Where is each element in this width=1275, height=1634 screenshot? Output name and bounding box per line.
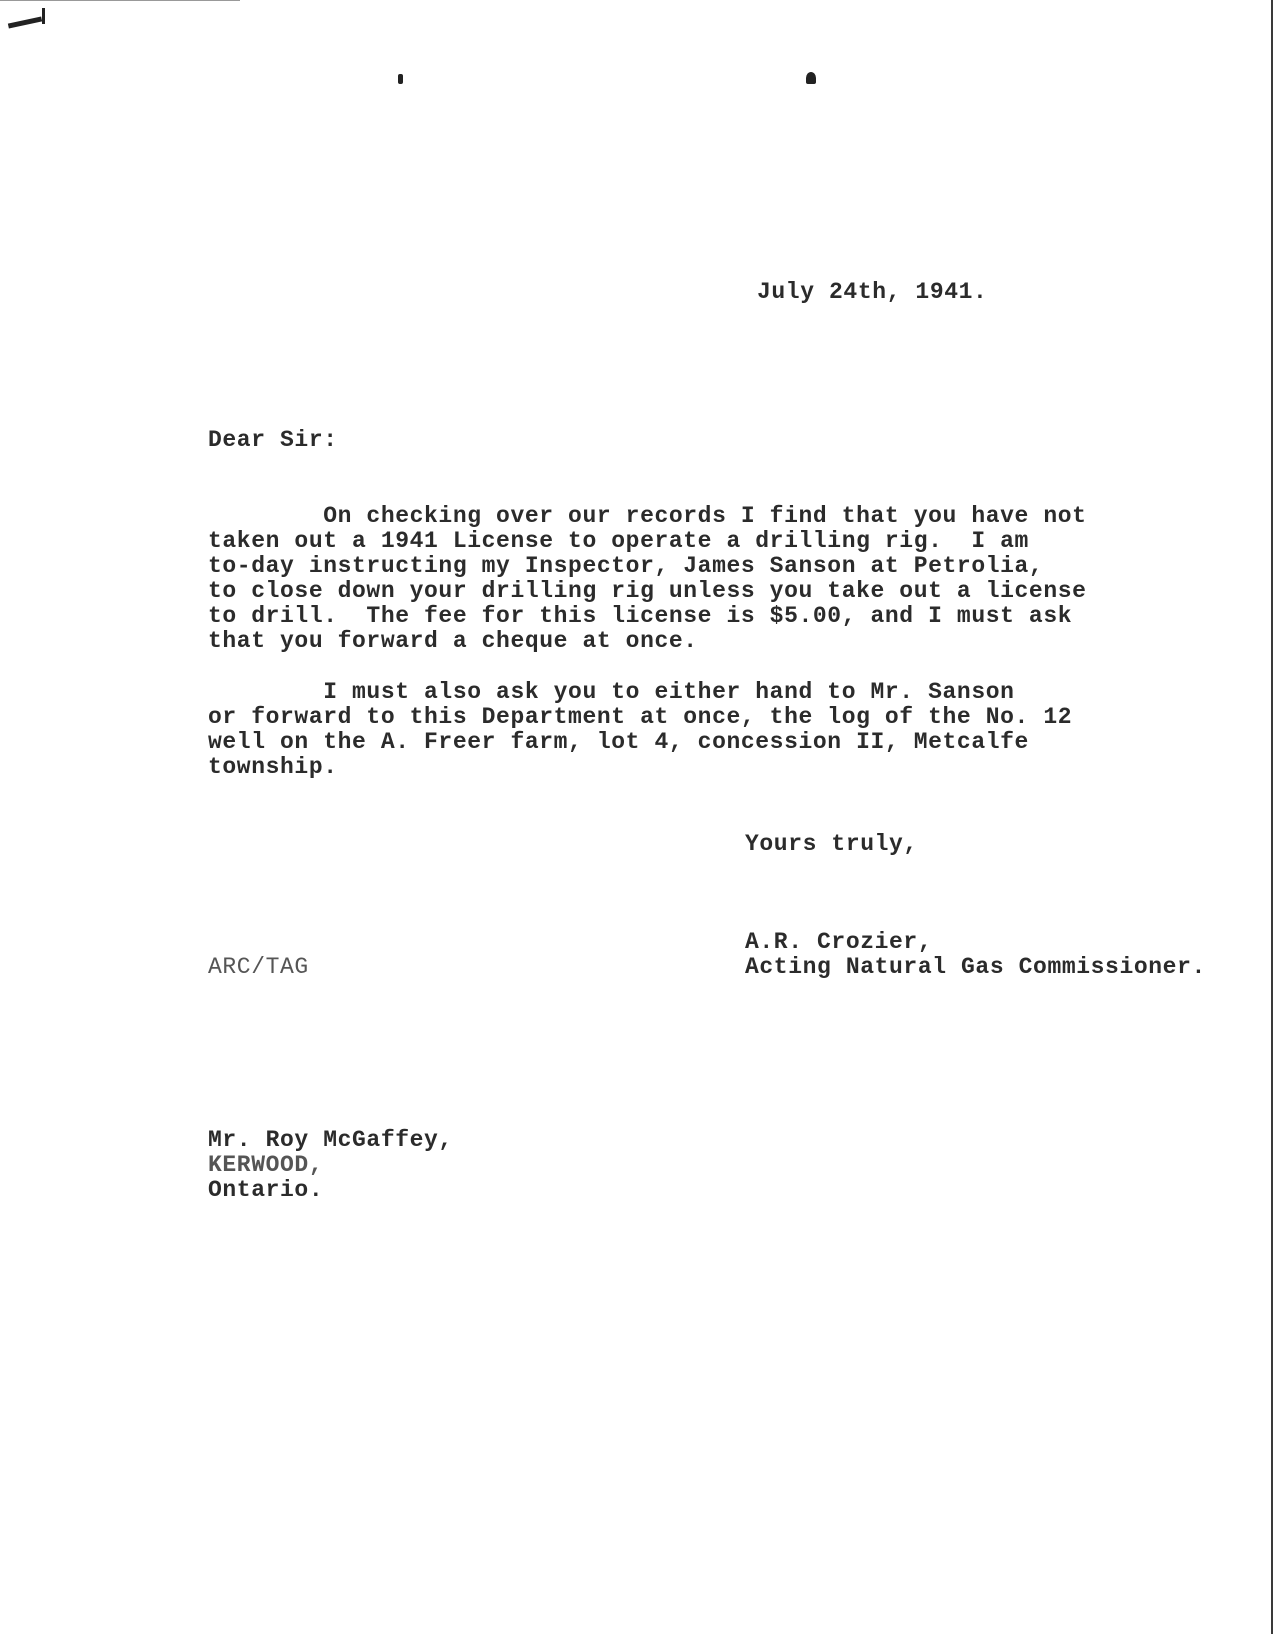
body-line: I must also ask you to either hand to Mr. Sanson bbox=[208, 679, 1015, 705]
scan-mark-corner bbox=[8, 17, 42, 29]
body-line: township. bbox=[208, 754, 338, 780]
body-line: well on the A. Freer farm, lot 4, concession II, Metcalfe bbox=[208, 729, 1029, 755]
scan-mark-hole-right bbox=[806, 72, 816, 84]
letter-date: July 24th, 1941. bbox=[757, 279, 988, 305]
scan-mark-hole-left bbox=[398, 74, 403, 84]
scan-mark-corner-tick bbox=[42, 8, 45, 24]
closing: Yours truly, bbox=[745, 831, 918, 857]
scan-edge-right bbox=[1271, 0, 1273, 1634]
signer-title: Acting Natural Gas Commissioner. bbox=[745, 954, 1206, 980]
body-line: that you forward a cheque at once. bbox=[208, 628, 698, 654]
body-line: to-day instructing my Inspector, James Sanson at Petrolia, bbox=[208, 553, 1044, 579]
signer-name: A.R. Crozier, bbox=[745, 929, 933, 955]
scan-edge-top bbox=[0, 0, 240, 1]
body-line: On checking over our records I find that you have not bbox=[208, 503, 1087, 529]
reference-initials: ARC/TAG bbox=[208, 954, 309, 980]
recipient-line: KERWOOD, bbox=[208, 1152, 324, 1178]
body-line: to close down your drilling rig unless you take out a license bbox=[208, 578, 1087, 604]
recipient-line: Mr. Roy McGaffey, bbox=[208, 1127, 453, 1153]
salutation: Dear Sir: bbox=[208, 427, 338, 453]
recipient-line: Ontario. bbox=[208, 1177, 324, 1203]
body-line: or forward to this Department at once, the log of the No. 12 bbox=[208, 704, 1073, 730]
body-line: to drill. The fee for this license is $5.00, and I must ask bbox=[208, 603, 1073, 629]
body-line: taken out a 1941 License to operate a drilling rig. I am bbox=[208, 528, 1029, 554]
